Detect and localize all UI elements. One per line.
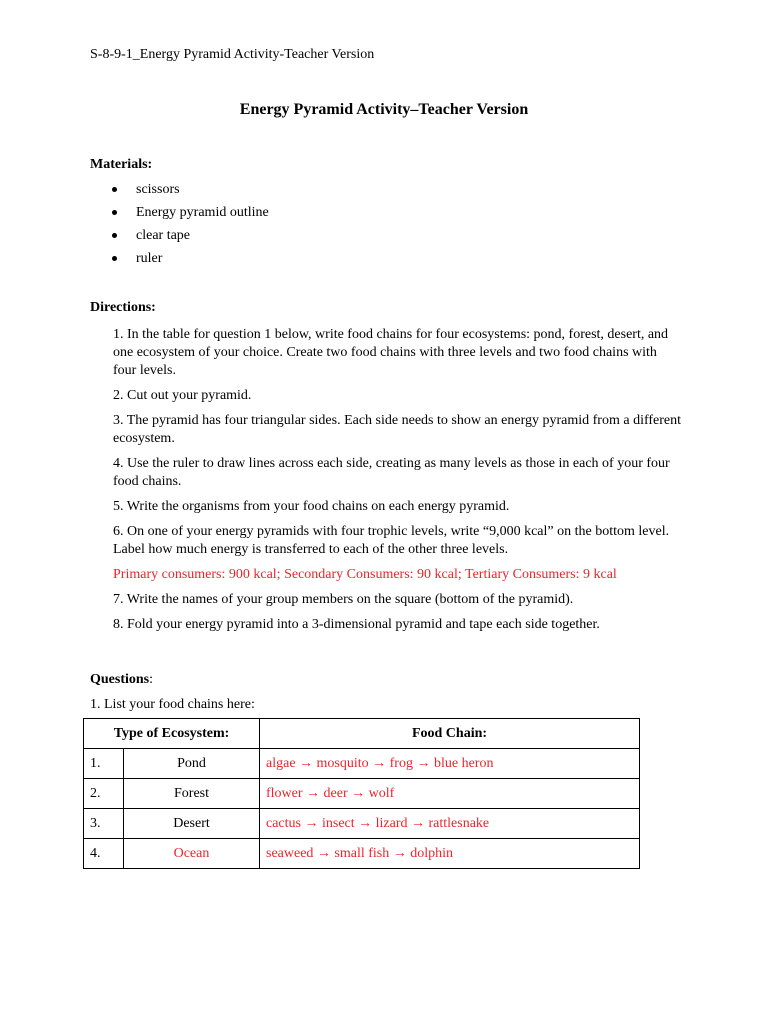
table-row [84, 779, 640, 809]
ecosystem-cell: Forest [124, 779, 260, 809]
food-chain-cell: flower → deer → wolf [260, 779, 640, 809]
row-number: 2. [84, 779, 124, 809]
document-title: Energy Pyramid Activity–Teacher Version [239, 101, 529, 118]
list-item [110, 227, 269, 250]
header-ecosystem: Type of Ecosystem: [84, 719, 260, 749]
questions-heading [90, 672, 153, 688]
table-row [84, 809, 640, 839]
bullet-icon [112, 233, 117, 238]
direction-step: 6. On one of your energy pyramids with four trophic levels, write “9,000 kcal” on the bottom level. Label how much energy is transferred to each of the other three levels. [113, 524, 670, 557]
material-label: Energy pyramid outline [136, 205, 269, 220]
document-header: S-8-9-1_Energy Pyramid Activity-Teacher Version [90, 47, 375, 62]
materials-list [110, 181, 269, 273]
directions-heading: Directions: [90, 300, 156, 315]
question-1-prompt: 1. List your food chains here: [90, 697, 255, 712]
bullet-icon [112, 187, 117, 192]
row-number: 4. [84, 839, 124, 869]
list-item [110, 204, 269, 227]
food-chain-cell: algae → mosquito → frog → blue heron [260, 749, 640, 779]
row-number: 3. [84, 809, 124, 839]
ecosystem-cell: Pond [124, 749, 260, 779]
material-label: clear tape [136, 228, 191, 243]
direction-step: 8. Fold your energy pyramid into a 3-dimensional pyramid and tape each side together. [113, 617, 600, 632]
bullet-icon [112, 210, 117, 215]
bullet-icon [112, 256, 117, 261]
questions-heading-text: Questions [90, 672, 150, 687]
row-number: 1. [84, 749, 124, 779]
direction-step: 4. Use the ruler to draw lines across each side, creating as many levels as those in each of your four food chains. [113, 456, 670, 489]
list-item [110, 250, 269, 273]
food-chain-cell: cactus → insect → lizard → rattlesnake [260, 809, 640, 839]
direction-step: 7. Write the names of your group members on the square (bottom of the pyramid). [113, 592, 574, 607]
ecosystem-cell: Ocean [124, 839, 260, 869]
materials-heading: Materials: [90, 157, 153, 172]
food-chain-table [83, 718, 640, 869]
direction-step: 5. Write the organisms from your food chains on each energy pyramid. [113, 499, 510, 514]
direction-step: 2. Cut out your pyramid. [113, 388, 252, 403]
table-header-row [84, 719, 640, 749]
table-row [84, 749, 640, 779]
answer-key-energy: Primary consumers: 900 kcal; Secondary Consumers: 90 kcal; Tertiary Consumers: 9 kcal [113, 567, 617, 582]
table-row [84, 839, 640, 869]
header-food-chain: Food Chain: [260, 719, 640, 749]
material-label: scissors [136, 182, 180, 197]
directions-list [113, 326, 681, 641]
ecosystem-cell: Desert [124, 809, 260, 839]
material-label: ruler [136, 251, 163, 266]
direction-step: 1. In the table for question 1 below, write food chains for four ecosystems: pond, forest, desert, and one ecosystem of your choice. Create two food chains with three levels and two food chains with four levels. [113, 327, 669, 378]
list-item [110, 181, 269, 204]
questions-heading-colon: : [149, 672, 154, 687]
food-chain-cell: seaweed → small fish → dolphin [260, 839, 640, 869]
direction-step: 3. The pyramid has four triangular sides. Each side needs to show an energy pyramid from a different ecosystem. [113, 413, 682, 446]
